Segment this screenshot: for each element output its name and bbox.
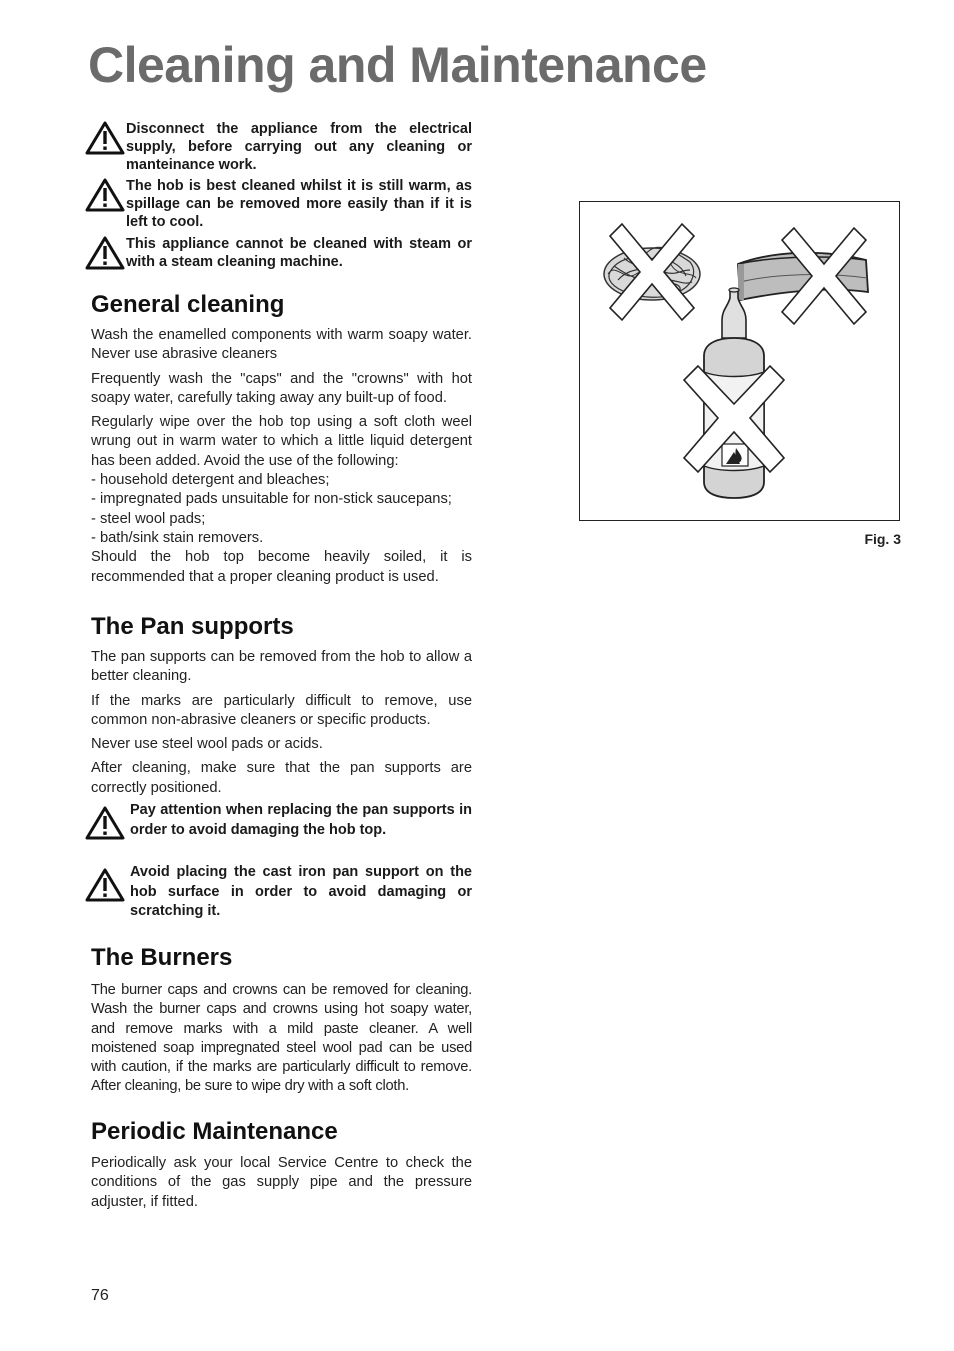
warning-text: The hob is best cleaned whilst it is still warm, as spillage can be removed more easily than if it is left to cool. — [126, 178, 472, 230]
warning-replacing-pan-supports — [84, 801, 472, 840]
paragraph: Never use steel wool pads or acids. — [91, 736, 323, 753]
paragraph: After cleaning, make sure that the pan supports are correctly positioned. — [91, 760, 472, 796]
warning-disconnect — [84, 120, 472, 174]
paragraph: Should the hob top become heavily soiled, it is recommended that a proper cleaning product is used. — [91, 549, 472, 585]
section-heading-general-cleaning: General cleaning — [91, 291, 285, 318]
figure-caption: Fig. 3 — [864, 531, 901, 547]
figure-3-illustration — [579, 201, 900, 521]
paragraph: Regularly wipe over the hob top using a soft cloth weel wrung out in warm water to which a little liquid detergent has been added. Avoid the use of the following: — [91, 414, 472, 469]
paragraph: Frequently wash the "caps" and the "crowns" with hot soapy water, carefully taking away any built-up of food. — [91, 370, 472, 406]
list-item: - impregnated pads unsuitable for non-stick saucepans; — [91, 491, 452, 508]
warning-text: This appliance cannot be cleaned with steam or with a steam cleaning machine. — [126, 236, 472, 270]
warning-triangle-icon — [84, 120, 126, 156]
burners-body — [91, 981, 472, 1102]
paragraph: Periodically ask your local Service Centre to check the conditions of the gas supply pipe and the pressure adjuster, if fitted. — [91, 1155, 472, 1210]
page-number: 76 — [91, 1287, 109, 1304]
list-item: - steel wool pads; — [91, 510, 206, 527]
warning-no-steam — [84, 235, 472, 271]
list-item: - household detergent and bleaches; — [91, 472, 330, 489]
section-heading-pan-supports: The Pan supports — [91, 613, 294, 640]
paragraph: The burner caps and crowns can be removed for cleaning. Wash the burner caps and crowns using hot soapy water, and remove marks with a mild paste cleaner. A well moistened soap impregnated steel wool pad can be used with caution, if the marks are particularly difficult to remove. After cleaning, be sure to wipe dry with a soft cloth. — [91, 982, 472, 1095]
warning-text: Disconnect the appliance from the electrical supply, before carrying out any cleaning or manteinance work. — [126, 121, 472, 173]
periodic-body — [91, 1154, 472, 1217]
warning-triangle-icon — [84, 863, 130, 899]
paragraph: Wash the enamelled components with warm soapy water. Never use abrasive cleaners — [91, 327, 472, 363]
page-title: Cleaning and Maintenance — [88, 37, 707, 93]
paragraph: If the marks are particularly difficult to remove, use common non-abrasive cleaners or specific products. — [91, 692, 472, 728]
warning-cast-iron — [84, 863, 472, 922]
warning-text: Pay attention when replacing the pan supports in order to avoid damaging the hob top. — [130, 802, 472, 838]
section-heading-burners: The Burners — [91, 944, 233, 971]
warning-triangle-icon — [84, 235, 126, 271]
pan-supports-body — [91, 648, 472, 803]
warning-triangle-icon — [84, 801, 130, 837]
warning-clean-warm — [84, 177, 472, 231]
warning-text: Avoid placing the cast iron pan support on the hob surface in order to avoid damaging or scratching it. — [130, 864, 472, 919]
section-heading-periodic-maintenance: Periodic Maintenance — [91, 1118, 338, 1145]
warning-triangle-icon — [84, 177, 126, 213]
paragraph: The pan supports can be removed from the hob to allow a better cleaning. — [91, 649, 472, 685]
list-item: - bath/sink stain removers. — [91, 529, 264, 546]
general-cleaning-body — [91, 326, 472, 592]
